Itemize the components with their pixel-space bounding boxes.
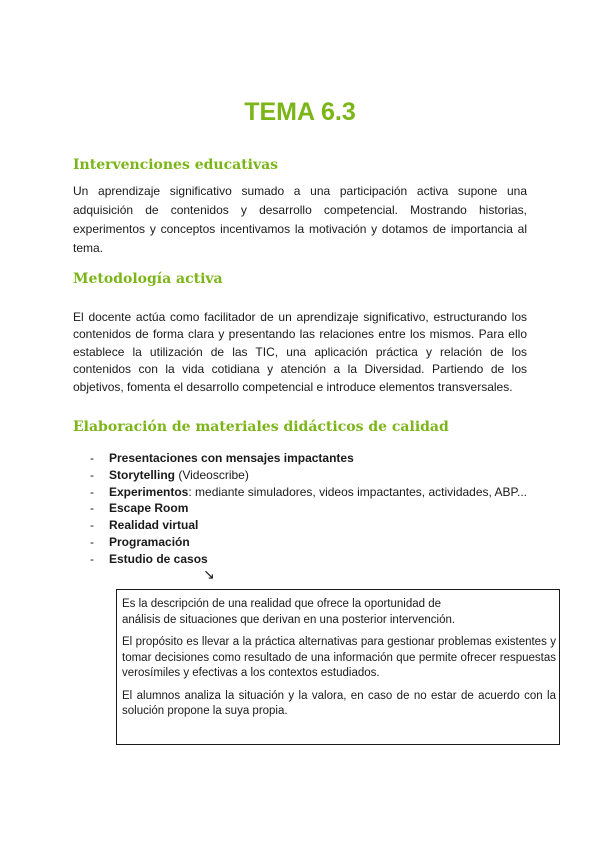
case-box-paragraph-1 — [122, 597, 556, 628]
case-box-line-2: análisis de situaciones que derivan en una posterior intervención. — [122, 613, 456, 626]
list-item-bold: Estudio de casos — [109, 551, 208, 566]
list-item — [90, 450, 527, 467]
paragraph-metodologia-activa: El docente actúa como facilitador de un aprendizaje significativo, estructurando los contenidos de forma clara y presentando las relaciones entre los mismos. Para ello establece la utilización de las TIC, una aplicación práctica y relación de los contenidos con la vida cotidiana y atención a la Diversidad. Partiendo de los objetivos, fomenta el desarrollo competencial e introduce elementos transversales. — [73, 310, 527, 394]
materials-list — [90, 450, 527, 568]
list-dash: - — [90, 467, 94, 482]
list-item-bold: Programación — [109, 534, 190, 549]
heading-metodologia-activa: Metodología activa — [73, 271, 223, 287]
list-item-bold: Experimentos — [109, 484, 189, 499]
list-dash: - — [90, 518, 94, 533]
list-item-bold: Realidad virtual — [109, 518, 199, 533]
list-item-bold: Storytelling — [109, 467, 176, 482]
list-item — [90, 500, 527, 517]
list-item — [90, 484, 527, 501]
arrow-down-right-icon: ↘ — [203, 567, 215, 583]
list-item-rest: : mediante simuladores, videos impactantes, actividades, ABP... — [188, 484, 527, 499]
list-item-rest: (Videoscribe) — [175, 467, 249, 482]
list-item — [90, 467, 527, 484]
list-dash: - — [90, 551, 94, 566]
heading-materiales-didacticos: Elaboración de materiales didácticos de calidad — [73, 419, 449, 435]
heading-intervenciones-educativas: Intervenciones educativas — [73, 157, 279, 173]
list-item — [90, 517, 527, 534]
case-box-paragraph-2: El propósito es llevar a la práctica alternativas para gestionar problemas existentes y tomar decisiones como resultado de una información que permite ofrecer respuestas verosímiles y efectivas a los contextos estudiados. — [122, 636, 556, 679]
case-study-box — [116, 589, 560, 745]
list-item-bold: Presentaciones con mensajes impactantes — [109, 451, 354, 465]
case-box-paragraph-3: El alumnos analiza la situación y la valora, en caso de no estar de acuerdo con la solución propone la suya propia. — [122, 689, 556, 717]
list-item — [90, 534, 527, 551]
list-dash: - — [90, 484, 94, 499]
list-item — [90, 551, 527, 568]
list-dash: - — [90, 451, 94, 465]
list-dash: - — [90, 534, 94, 549]
list-item-bold: Escape Room — [109, 501, 189, 516]
case-box-line-1: Es la descripción de una realidad que ofrece la oportunidad de — [122, 598, 442, 610]
list-dash: - — [90, 501, 94, 516]
paragraph-intervenciones-educativas: Un aprendizaje significativo sumado a una participación activa supone una adquisición de contenidos y desarrollo competencial. Mostrando historias, experimentos y conceptos incentivamos la motivación y dotamos de importancia al tema. — [73, 184, 527, 255]
page-title: TEMA 6.3 — [244, 98, 356, 126]
